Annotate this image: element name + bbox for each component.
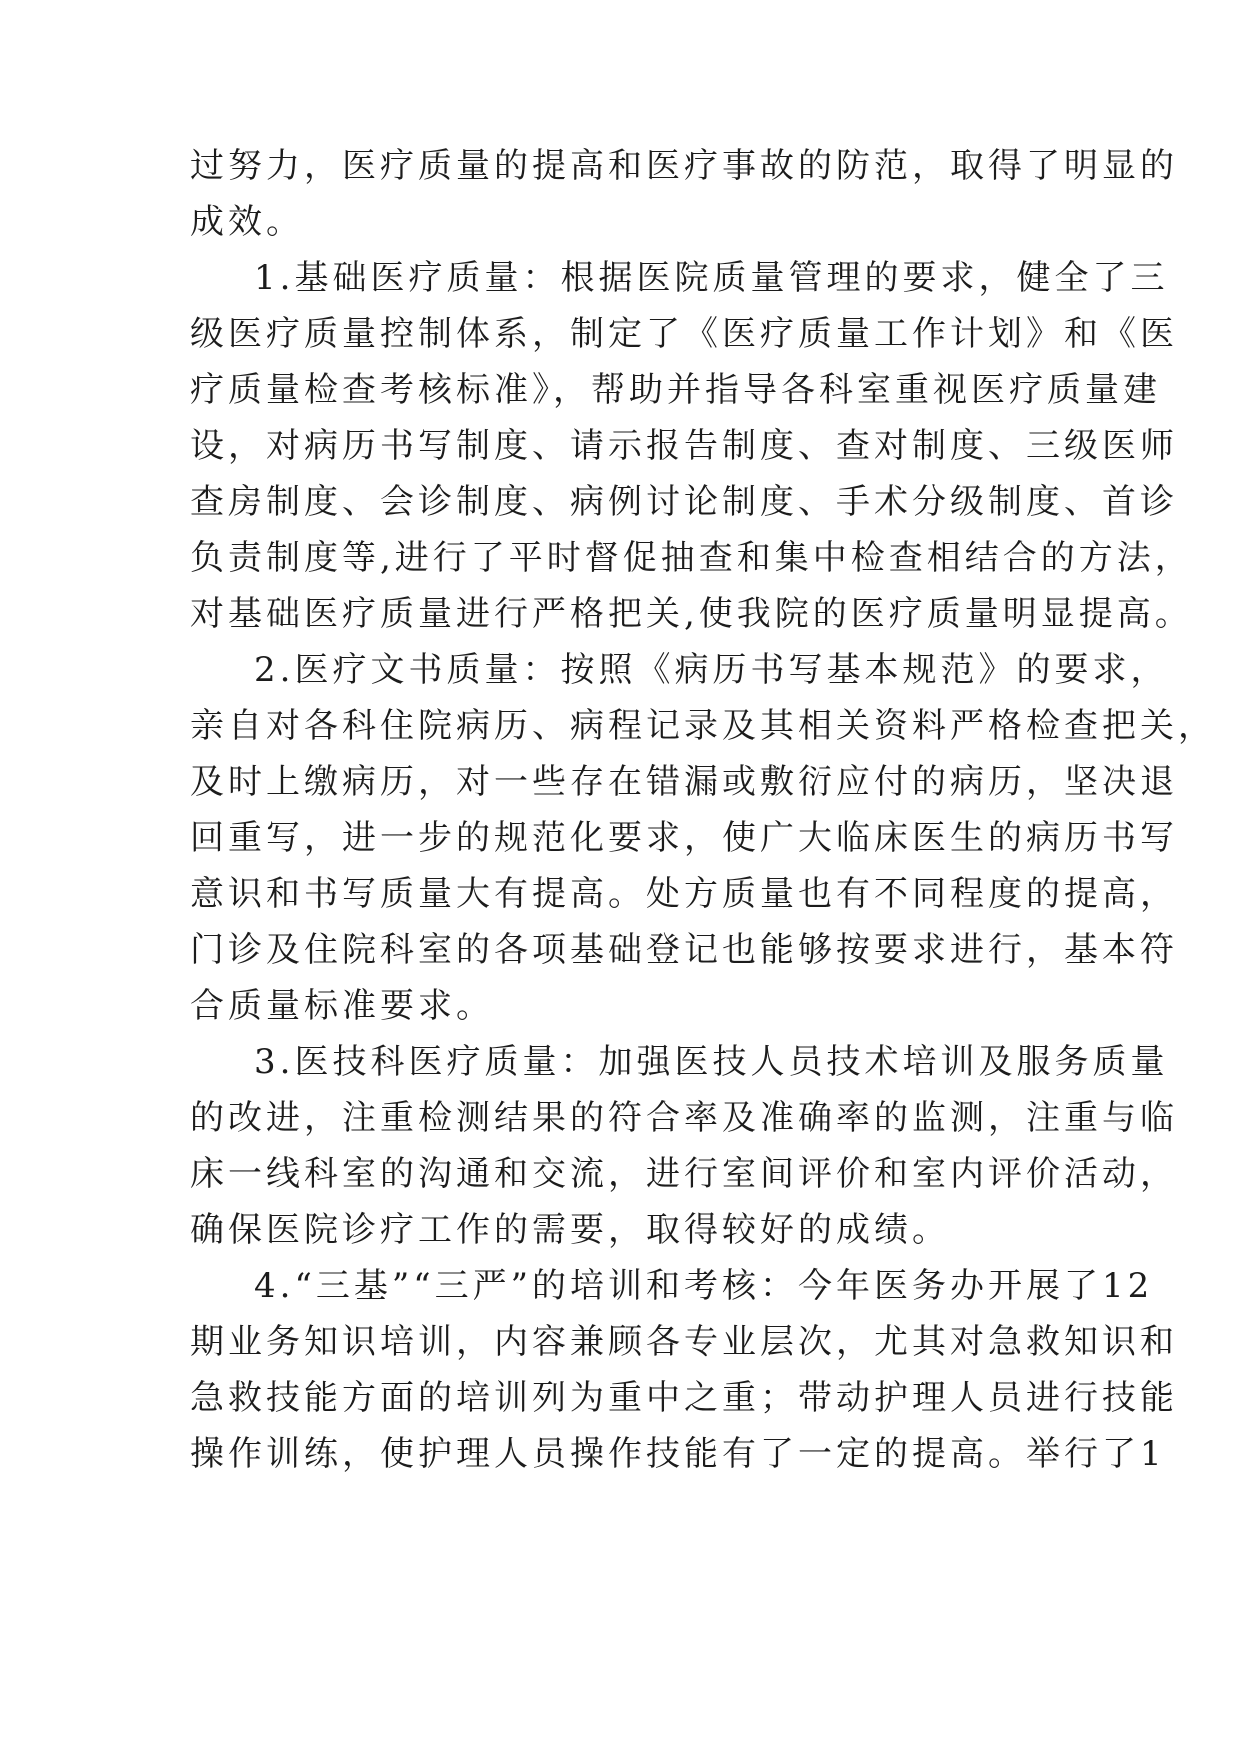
paragraph-line: 期业务知识培训，内容兼顾各专业层次，尤其对急救知识和 — [190, 1322, 1178, 1362]
paragraph-line: 合质量标准要求。 — [190, 986, 494, 1026]
paragraph-line: 级医疗质量控制体系，制定了《医疗质量工作计划》和《医 — [190, 314, 1178, 354]
paragraph-line: 4.“三基”“三严”的培训和考核：今年医务办开展了12 — [254, 1266, 1154, 1306]
paragraph-line: 疗质量检查考核标准》，帮助并指导各科室重视医疗质量建 — [190, 370, 1161, 410]
paragraph-line: 门诊及住院科室的各项基础登记也能够按要求进行，基本符 — [190, 930, 1178, 970]
paragraph-line: 回重写，进一步的规范化要求，使广大临床医生的病历书写 — [190, 818, 1178, 858]
paragraph-line: 确保医院诊疗工作的需要，取得较好的成绩。 — [190, 1210, 950, 1250]
paragraph-line: 成效。 — [190, 202, 304, 242]
paragraph-line: 急救技能方面的培训列为重中之重；带动护理人员进行技能 — [190, 1378, 1178, 1418]
paragraph-line: 对基础医疗质量进行严格把关,使我院的医疗质量明显提高。 — [190, 594, 1193, 634]
paragraph-line: 负责制度等,进行了平时督促抽查和集中检查相结合的方法， — [190, 538, 1193, 578]
paragraph-line: 操作训练，使护理人员操作技能有了一定的提高。举行了1 — [190, 1434, 1166, 1474]
paragraph-line: 2.医疗文书质量：按照《病历书写基本规范》的要求， — [254, 650, 1169, 690]
paragraph-line: 3.医技科医疗质量：加强医技人员技术培训及服务质量 — [254, 1042, 1169, 1082]
paragraph-line: 意识和书写质量大有提高。处方质量也有不同程度的提高， — [190, 874, 1178, 914]
paragraph-line: 亲自对各科住院病历、病程记录及其相关资料严格检查把关， — [190, 706, 1216, 746]
paragraph-line: 1.基础医疗质量：根据医院质量管理的要求，健全了三 — [254, 258, 1169, 298]
paragraph-line: 查房制度、会诊制度、病例讨论制度、手术分级制度、首诊 — [190, 482, 1178, 522]
paragraph-line: 过努力，医疗质量的提高和医疗事故的防范，取得了明显的 — [190, 146, 1178, 186]
paragraph-line: 床一线科室的沟通和交流，进行室间评价和室内评价活动， — [190, 1154, 1178, 1194]
paragraph-line: 及时上缴病历，对一些存在错漏或敷衍应付的病历，坚决退 — [190, 762, 1178, 802]
paragraph-line: 的改进，注重检测结果的符合率及准确率的监测，注重与临 — [190, 1098, 1178, 1138]
paragraph-line: 设，对病历书写制度、请示报告制度、查对制度、三级医师 — [190, 426, 1178, 466]
